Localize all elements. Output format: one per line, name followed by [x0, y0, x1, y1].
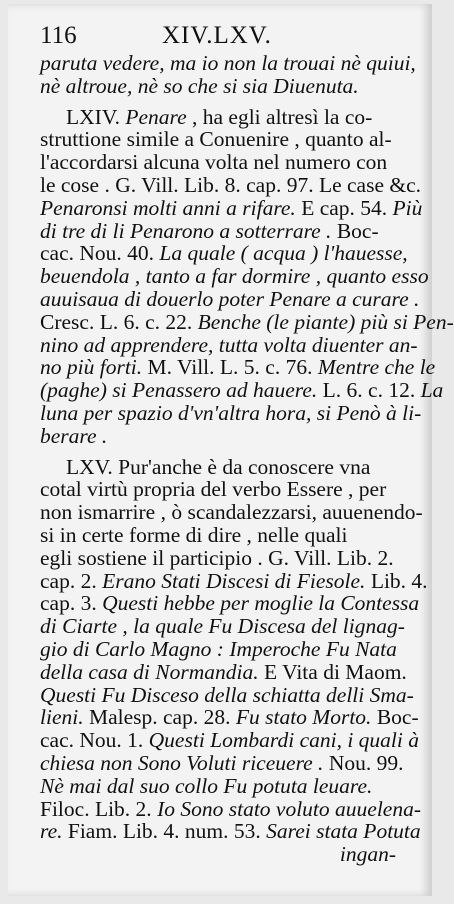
- roman-segment: M. Vill. L. 5. c. 76.: [147, 355, 318, 380]
- italic-segment: nè altroue, nè so che si sia Diuenuta.: [40, 73, 359, 98]
- italic-segment: no più forti.: [40, 355, 148, 380]
- roman-segment: Boc-: [376, 705, 419, 730]
- text-line: [40, 75, 420, 98]
- italic-segment: berare .: [40, 423, 108, 448]
- text-line: [40, 500, 423, 525]
- text-line: [40, 661, 420, 684]
- italic-segment: Io Sono stato voluto auuelena-: [157, 796, 421, 821]
- roman-segment: struttione simile a Conuenire , quanto al-: [40, 127, 392, 152]
- text-line: [40, 151, 420, 174]
- text-line: [40, 798, 420, 821]
- text-line: [40, 478, 420, 501]
- italic-segment: gio di Carlo Magno : Imperoche Fu Nata: [40, 636, 397, 661]
- italic-segment: paruta vedere, ma io non la trouai nè quiui,: [40, 51, 416, 75]
- text-line: [40, 615, 420, 638]
- book-page: [8, 4, 454, 896]
- italic-segment: nino ad apprendere, tutta volta diuenter an-: [40, 332, 418, 357]
- running-title: XIV.LXV.: [162, 22, 272, 49]
- roman-segment: le cose . G. Vill. Lib. 8. cap. 97. Le case &c.: [40, 172, 422, 197]
- roman-segment: l'accordarsi alcuna volta nel numero con: [40, 150, 388, 175]
- text-line: [40, 706, 420, 729]
- italic-segment: lieni.: [40, 705, 89, 730]
- italic-segment: di tre di li Penarono a sotterrare .: [40, 218, 337, 243]
- text-line: [40, 425, 420, 448]
- text-line: [40, 334, 420, 357]
- roman-segment: Fiam. Lib. 4. num. 53.: [67, 819, 267, 844]
- italic-segment: della casa di Normandia.: [40, 659, 264, 684]
- text-line: [40, 820, 420, 843]
- text-line: [40, 547, 420, 570]
- italic-segment: beuendola , tanto a far dormire , quanto esso: [40, 264, 429, 289]
- roman-segment: L. 6. c. 12.: [322, 378, 421, 403]
- roman-segment: Cresc. L. 6. c. 22.: [40, 309, 198, 334]
- text-line: [40, 195, 423, 220]
- text-line: [40, 128, 420, 151]
- text-line: [40, 729, 420, 752]
- roman-segment: LXIV.: [66, 104, 126, 129]
- italic-segment: chiesa non Sono Voluti riceuere .: [40, 750, 329, 775]
- italic-segment: Erano Stati Discesi di Fiesole.: [102, 568, 371, 593]
- text-line: [40, 378, 444, 403]
- text-line: [40, 264, 429, 289]
- text-line: [40, 288, 420, 311]
- text-line: [40, 355, 436, 380]
- page-number: 116: [40, 22, 77, 49]
- roman-segment: si in certe forme di dire , nelle quali: [40, 522, 348, 547]
- italic-segment: auuisaua di douerlo poter Penare a curare .: [40, 286, 420, 311]
- roman-segment: non ismarrire , ò scandalezzarsi, auuenendo-: [40, 500, 423, 525]
- text-line: [40, 220, 420, 243]
- text-line: [40, 106, 420, 129]
- page-header: [40, 22, 412, 52]
- roman-segment: Nou. 99.: [328, 750, 404, 775]
- italic-segment: Benche (le piante) più si Pen-: [197, 309, 454, 334]
- roman-segment: cac. Nou. 40.: [40, 241, 160, 266]
- roman-segment: cotal virtù propria del verbo Essere , per: [40, 477, 387, 502]
- roman-segment: cap. 3.: [40, 591, 103, 616]
- text-line: [40, 242, 420, 265]
- italic-segment: Questi Lombardi cani, i quali à: [148, 728, 420, 753]
- text-line: [40, 592, 420, 615]
- italic-segment: Mentre che le: [317, 355, 436, 380]
- text-line: [40, 775, 420, 798]
- text-line: [40, 174, 420, 197]
- text-line: [40, 524, 420, 547]
- roman-segment: cap. 2.: [40, 568, 103, 593]
- italic-segment: Penare: [125, 104, 187, 129]
- italic-segment: Fu stato Morto.: [235, 705, 377, 730]
- roman-segment: LXV. Pur'anche è da conoscere vna: [66, 454, 371, 479]
- italic-segment: Questi Fu Disceso della schiatta delli Sma-: [40, 682, 414, 707]
- italic-segment: Più: [392, 195, 423, 220]
- text-line: [40, 456, 420, 479]
- roman-segment: egli sostiene il participio . G. Vill. Lib. 2.: [40, 545, 394, 570]
- text-line: [40, 402, 420, 425]
- text-line: [40, 309, 454, 334]
- italic-segment: Sarei stata Potuta: [266, 819, 421, 844]
- text-line: [40, 638, 420, 661]
- roman-segment: cac. Nou. 1.: [40, 728, 149, 753]
- italic-segment: Questi hebbe per moglie la Contessa: [102, 591, 420, 616]
- text-line: [40, 684, 420, 707]
- roman-segment: Filoc. Lib. 2.: [40, 796, 158, 821]
- text-line: [40, 52, 420, 75]
- italic-segment: Nè mai dal suo collo Fu potuta leuare.: [40, 773, 373, 798]
- roman-segment: Lib. 4.: [370, 568, 428, 593]
- roman-segment: E cap. 54.: [301, 195, 393, 220]
- text-line: [40, 568, 428, 593]
- italic-segment: di Ciarte , la quale Fu Discesa del lignag-: [40, 614, 405, 639]
- roman-segment: Boc-: [336, 218, 379, 243]
- text-line: [40, 752, 420, 775]
- italic-segment: La quale ( acqua ) l'hauesse,: [159, 241, 408, 266]
- italic-segment: (paghe) si Penassero ad hauere.: [40, 378, 323, 403]
- body-text: [40, 51, 454, 867]
- italic-segment: luna per spazio d'vn'altra hora, si Penò à li-: [40, 400, 422, 425]
- roman-segment: E Vita di Maom.: [263, 659, 407, 684]
- italic-segment: re.: [40, 819, 68, 844]
- roman-segment: , ha egli altresì la co-: [186, 104, 373, 129]
- italic-segment: La: [420, 378, 444, 403]
- roman-segment: Malesp. cap. 28.: [88, 705, 236, 730]
- italic-segment: Penaronsi molti anni a rifare.: [40, 195, 302, 220]
- catchword: ingan-: [339, 842, 396, 867]
